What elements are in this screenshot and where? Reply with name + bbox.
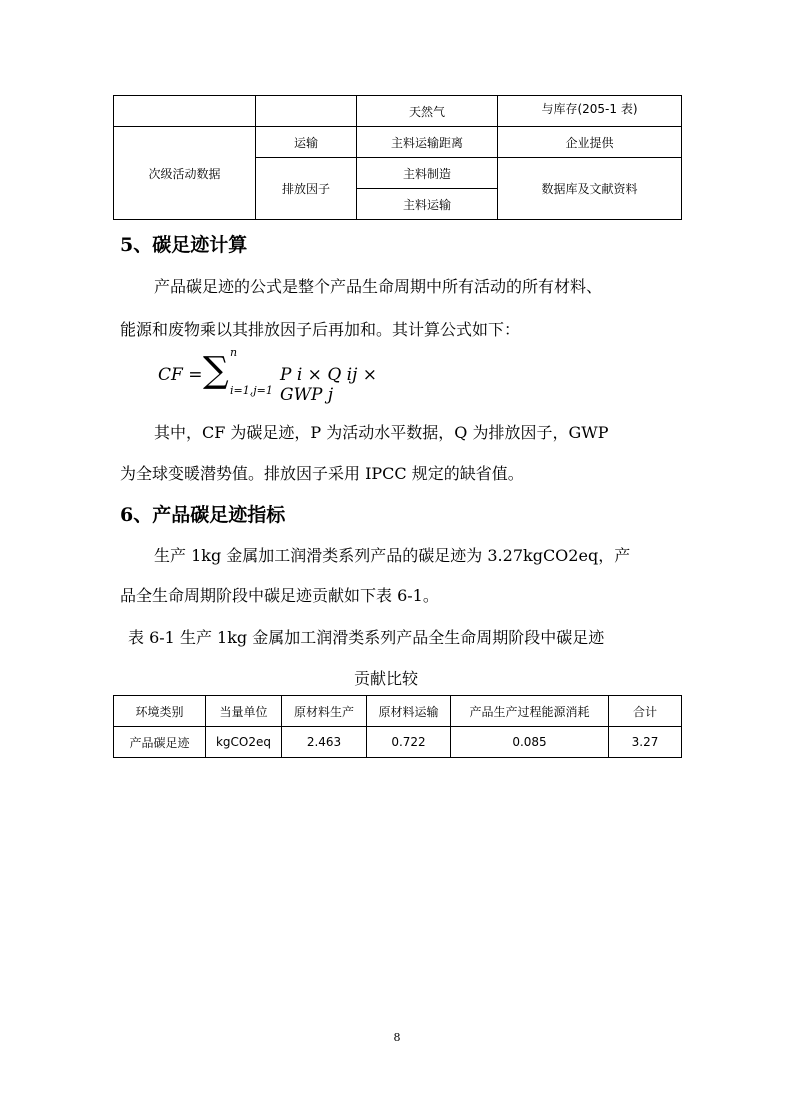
- table-cell: 数据库及文献资料: [498, 158, 682, 220]
- table-cell: 排放因子: [256, 158, 357, 220]
- table-cell: 主料制造: [357, 158, 498, 189]
- table-header: 合计: [609, 696, 682, 727]
- formula-body: P i × Q ij × GWP j: [280, 365, 378, 405]
- table-header: 原材料生产: [282, 696, 367, 727]
- paragraph-line: 为全球变暖潜势值。排放因子采用 IPCC 规定的缺省值。: [120, 464, 524, 483]
- section-heading-5: 5、碳足迹计算: [120, 234, 248, 256]
- table-cell: [256, 96, 357, 127]
- table-cell: 与库存(205-1 表): [498, 96, 682, 127]
- paragraph-line: 其中，CF 为碳足迹，P 为活动水平数据，Q 为排放因子，GWP: [154, 423, 609, 442]
- table-header: 原材料运输: [367, 696, 451, 727]
- table-cell: [114, 96, 256, 127]
- table-cell: 产品碳足迹: [114, 727, 206, 758]
- table-header: 当量单位: [206, 696, 282, 727]
- table-cell: 主料运输: [357, 189, 498, 220]
- table-cell: 企业提供: [498, 127, 682, 158]
- table-header: 产品生产过程能源消耗: [451, 696, 609, 727]
- table-header: 环境类别: [114, 696, 206, 727]
- section-heading-6: 6、产品碳足迹指标: [120, 504, 286, 526]
- table-cell: 天然气: [357, 96, 498, 127]
- carbon-footprint-formula: [158, 346, 418, 405]
- paragraph-line: 产品碳足迹的公式是整个产品生命周期中所有活动的所有材料、: [154, 277, 603, 296]
- paragraph-line: 能源和废物乘以其排放因子后再加和。其计算公式如下：: [120, 320, 521, 339]
- table-cell: 主料运输距离: [357, 127, 498, 158]
- table-cell: kgCO2eq: [206, 727, 282, 758]
- paragraph-line: 生产 1kg 金属加工润滑类系列产品的碳足迹为 3.27kgCO2eq，产: [154, 546, 631, 565]
- table-cell: 次级活动数据: [114, 127, 256, 220]
- paragraph-line: 品全生命周期阶段中碳足迹贡献如下表 6-1。: [120, 586, 439, 605]
- table-caption: 表 6-1 生产 1kg 金属加工润滑类系列产品全生命周期阶段中碳足迹: [128, 628, 605, 647]
- formula-lhs: CF =: [158, 365, 203, 385]
- sigma-symbol: ∑: [203, 350, 229, 391]
- table-caption-continuation: 贡献比较: [354, 669, 419, 688]
- table-cell: 0.722: [367, 727, 451, 758]
- carbon-footprint-table: [113, 695, 682, 758]
- table-cell: 运输: [256, 127, 357, 158]
- page-number: 8: [393, 1031, 401, 1044]
- table-cell: 2.463: [282, 727, 367, 758]
- formula-lower-limit: i=1,j=1: [230, 384, 273, 397]
- emission-data-table: [113, 95, 682, 220]
- formula-upper-limit: n: [230, 346, 238, 359]
- table-cell: 0.085: [451, 727, 609, 758]
- table-cell: 3.27: [609, 727, 682, 758]
